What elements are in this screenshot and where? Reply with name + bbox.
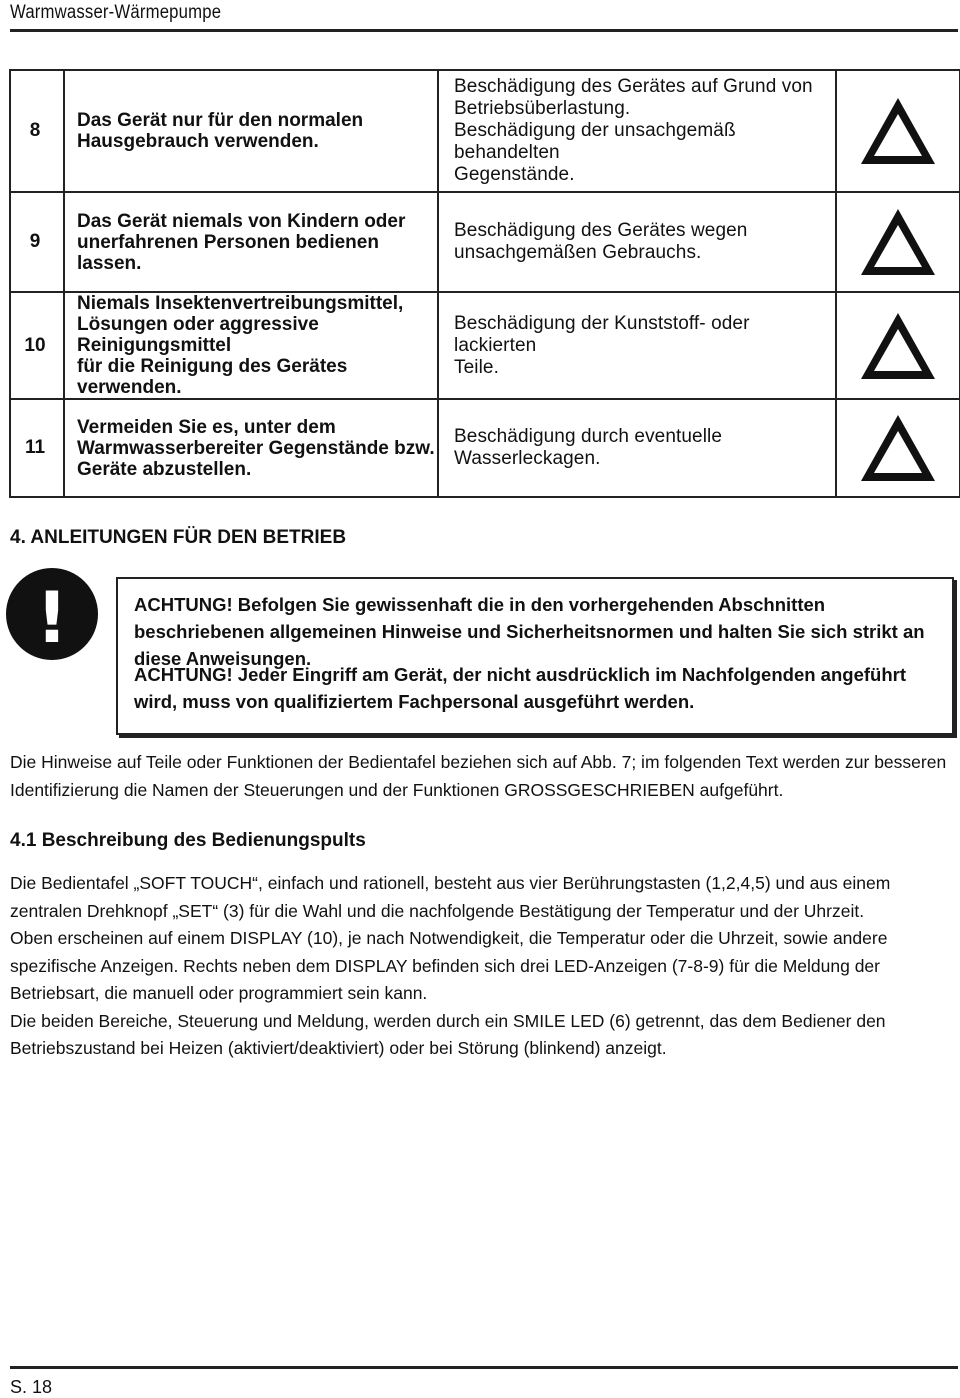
table-row: [10, 292, 960, 399]
risk-text: Beschädigung durch eventuelle Wasserleckagen.: [438, 399, 836, 497]
row-number: 9: [10, 192, 64, 292]
rule-text: Das Gerät niemals von Kindern oder unerfahrenen Personen bedienen lassen.: [64, 192, 438, 292]
exclamation-circle-icon: [4, 566, 100, 662]
exclamation-glyph: !: [36, 577, 68, 659]
intro-paragraph: Die Hinweise auf Teile oder Funktionen der Bedientafel beziehen sich auf Abb. 7; im folgenden Text werden zur besseren Identifizierung die Namen der Steuerungen und der Funktionen GROSSGESCHRIEBEN aufgeführt.: [10, 752, 947, 800]
page-header: [10, 0, 958, 32]
row-number: 11: [10, 399, 64, 497]
table-row: [10, 70, 960, 192]
warning-triangle-icon: [836, 399, 960, 497]
section-heading: 4. ANLEITUNGEN FÜR DEN BETRIEB: [10, 527, 347, 548]
description-paragraph: Oben erscheinen auf einem DISPLAY (10), je nach Notwendigkeit, die Temperatur oder die Uhrzeit, sowie andere spezifische Anzeigen. Rechts neben dem DISPLAY befinden sich drei LED-Anzeigen (7-8-9) für die Meldung der Betriebsart, die manuell oder programmiert sein kann.: [10, 928, 888, 1003]
page-number: S. 18: [10, 1377, 53, 1397]
rule-text: Niemals Insektenvertreibungsmittel, Lösungen oder aggressive Reinigungsmittel für die Reinigung des Gerätes verwenden.: [64, 292, 438, 399]
risk-text: Beschädigung der Kunststoff- oder lackierten Teile.: [438, 292, 836, 399]
warning-triangle-icon: [836, 70, 960, 192]
footer-divider: [10, 1366, 958, 1369]
warning-triangle-icon: [836, 292, 960, 399]
warning-paragraph: ACHTUNG! Jeder Eingriff am Gerät, der nicht ausdrücklich im Nachfolgenden angeführt wird, muss von qualifiziertem Fachpersonal ausgeführt werden.: [134, 664, 906, 712]
description-paragraph: Die Bedientafel „SOFT TOUCH“, einfach und rationell, besteht aus vier Berührungstasten (1,2,4,5) und aus einem zentralen Drehknopf „SET“ (3) für die Wahl und die nachfolgende Bestätigung der Temperatur und der Uhrzeit.: [10, 873, 891, 921]
row-number: 10: [10, 292, 64, 399]
warning-box: [116, 577, 954, 735]
description-text: [10, 870, 960, 1063]
table-row: [10, 192, 960, 292]
subsection-heading: 4.1 Beschreibung des Bedienungspults: [10, 830, 366, 851]
warning-paragraph: ACHTUNG! Befolgen Sie gewissenhaft die in den vorhergehenden Abschnitten beschriebenen allgemeinen Hinweise und Sicherheitsnormen und halten Sie sich strikt an diese Anweisungen.: [134, 594, 925, 669]
description-paragraph: Die beiden Bereiche, Steuerung und Meldung, werden durch ein SMILE LED (6) getrennt, das dem Bediener den Betriebszustand bei Heizen (aktiviert/deaktiviert) oder bei Störung (blinkend) anzeigt.: [10, 1010, 886, 1058]
row-number: 8: [10, 70, 64, 192]
risk-text: Beschädigung des Gerätes auf Grund von Betriebsüberlastung. Beschädigung der unsachgemäß behandelten Gegenstände.: [438, 70, 836, 192]
safety-table: [9, 69, 960, 498]
table-row: [10, 399, 960, 497]
rule-text: Vermeiden Sie es, unter dem Warmwasserbereiter Gegenstände bzw. Geräte abzustellen.: [64, 399, 438, 497]
warning-triangle-icon: [836, 192, 960, 292]
rule-text: Das Gerät nur für den normalen Hausgebrauch verwenden.: [64, 70, 438, 192]
document-title: Warmwasser-Wärmepumpe: [10, 2, 222, 23]
risk-text: Beschädigung des Gerätes wegen unsachgemäßen Gebrauchs.: [438, 192, 836, 292]
